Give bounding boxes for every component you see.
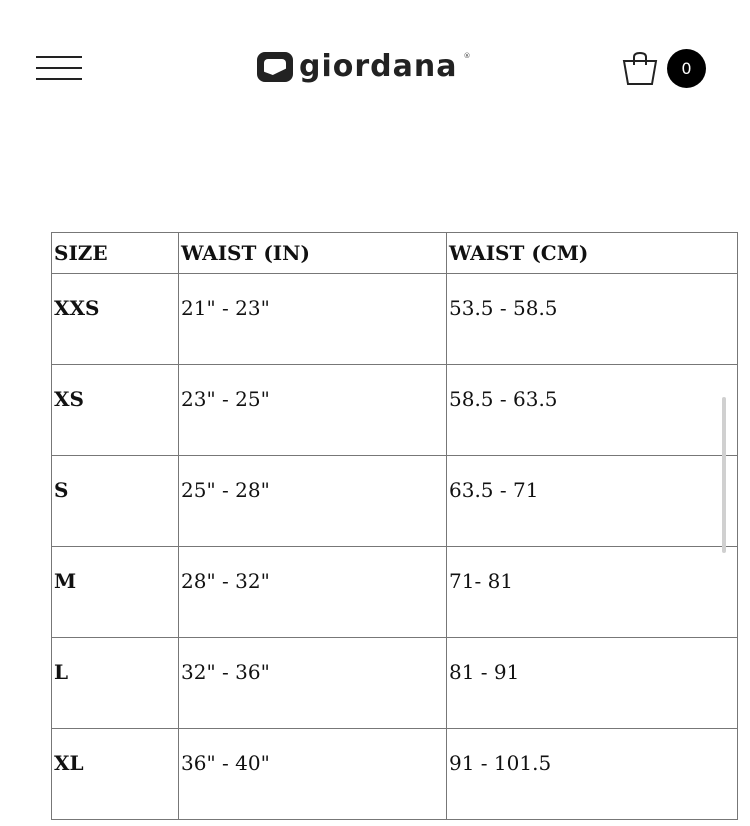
cell-waist-in: 28" - 32" [179, 547, 447, 638]
cell-waist-in: 32" - 36" [179, 638, 447, 729]
table-row [52, 456, 738, 547]
cell-waist-in: 23" - 25" [179, 365, 447, 456]
cell-size: XXS [52, 274, 179, 365]
brand-logo[interactable] [257, 49, 471, 84]
cell-waist-cm: 91 - 101.5 [447, 729, 738, 820]
cell-waist-in: 25" - 28" [179, 456, 447, 547]
header-waist-in: WAIST (IN) [179, 233, 447, 274]
cell-waist-cm: 63.5 - 71 [447, 456, 738, 547]
cell-waist-cm: 58.5 - 63.5 [447, 365, 738, 456]
header-size: SIZE [52, 233, 179, 274]
table-row [52, 547, 738, 638]
hamburger-menu-icon[interactable] [36, 56, 82, 80]
cart-count-badge[interactable]: 0 [667, 49, 706, 88]
table-row [52, 365, 738, 456]
cell-size: M [52, 547, 179, 638]
cell-waist-cm: 81 - 91 [447, 638, 738, 729]
cell-waist-in: 21" - 23" [179, 274, 447, 365]
cell-size: L [52, 638, 179, 729]
cell-waist-cm: 71- 81 [447, 547, 738, 638]
header-waist-cm: WAIST (CM) [447, 233, 738, 274]
registered-mark: ® [463, 52, 471, 60]
cell-waist-in: 36" - 40" [179, 729, 447, 820]
table-row [52, 274, 738, 365]
cell-waist-cm: 53.5 - 58.5 [447, 274, 738, 365]
scrollbar[interactable] [722, 397, 726, 553]
table-row [52, 729, 738, 820]
cell-size: S [52, 456, 179, 547]
cell-size: XS [52, 365, 179, 456]
table-row [52, 638, 738, 729]
size-chart-table [51, 232, 738, 820]
cell-size: XL [52, 729, 179, 820]
shopping-bag-icon[interactable] [622, 52, 658, 86]
brand-name: giordana [299, 49, 458, 84]
logo-deer-icon [257, 52, 293, 82]
table-header-row [52, 233, 738, 274]
